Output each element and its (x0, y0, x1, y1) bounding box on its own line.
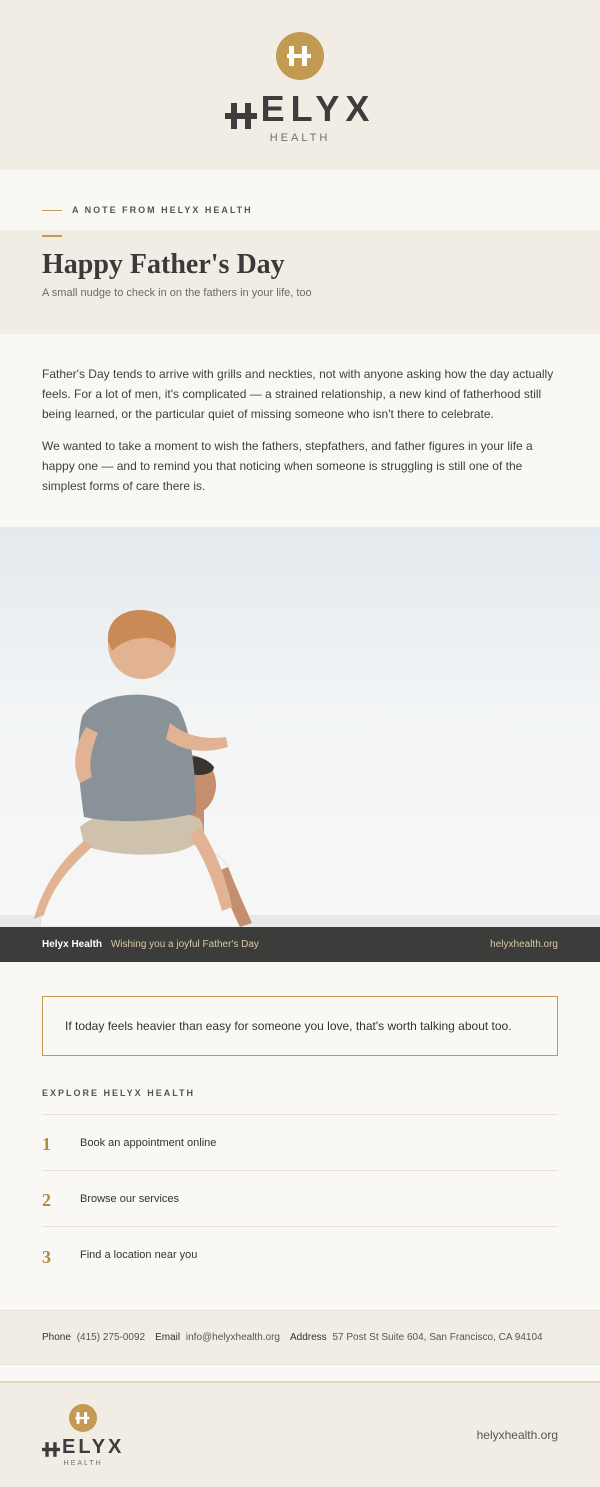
caption-tagline: Wishing you a joyful Father's Day (110, 939, 259, 950)
contact-email-link[interactable]: info@helyxhealth.org (185, 1332, 280, 1343)
footer-logo[interactable] (42, 1404, 124, 1467)
footer (0, 1381, 600, 1487)
contact-address (290, 1332, 543, 1343)
body-paragraph-1: Father's Day tends to arrive with grills and neckties, not with anyone asking how the day actually feels. For a lot of men, it's complicated — a strained relationship, a new kind of fatherhood still being learned, or the particular quiet of missing someone who isn't there to celebrate. (42, 367, 554, 421)
logo-mark-icon (276, 32, 324, 80)
contact-phone (42, 1332, 145, 1343)
header (0, 0, 600, 170)
hero-image (0, 527, 600, 927)
explore-section (0, 1056, 600, 1283)
contact-address-value: 57 Post St Suite 604, San Francisco, CA 94104 (332, 1332, 543, 1343)
callout-wrap (0, 962, 600, 1056)
footer-wordmark (42, 1436, 124, 1459)
contact-email (155, 1332, 280, 1343)
footer-url-link[interactable]: helyxhealth.org (476, 1428, 558, 1442)
explore-item-number: 2 (42, 1190, 51, 1210)
body-copy (0, 334, 600, 527)
page-title: Happy Father's Day (42, 249, 285, 280)
title-rule (42, 235, 62, 237)
footer-subword: HEALTH (63, 1459, 103, 1467)
footer-h-glyph-icon (42, 1440, 60, 1455)
logo-h-glyph-icon (225, 96, 257, 122)
logo-subword: HEALTH (269, 132, 331, 144)
caption-bar (0, 927, 600, 962)
kicker (0, 170, 600, 230)
explore-item-label: Book an appointment online (80, 1136, 217, 1149)
explore-item-location[interactable] (42, 1227, 558, 1283)
contact-bar (0, 1310, 600, 1365)
caption-url-link[interactable]: helyxhealth.org (490, 939, 558, 950)
logo-wordmark-rest: ELYX (260, 88, 376, 129)
kicker-rule (42, 210, 62, 211)
hero-photo-illustration (0, 527, 600, 927)
explore-list (42, 1114, 558, 1283)
explore-heading: EXPLORE HELYX HEALTH (42, 1088, 196, 1098)
caption-left (42, 939, 259, 950)
explore-item-label: Find a location near you (80, 1249, 198, 1261)
contact-phone-label: Phone (42, 1332, 71, 1343)
contact-phone-link[interactable]: (415) 275-0092 (76, 1332, 146, 1343)
footer-wordmark-rest: ELYX (62, 1435, 125, 1458)
kicker-text: A NOTE FROM HELYX HEALTH (72, 205, 253, 215)
explore-item-number: 3 (42, 1246, 51, 1267)
page-subtitle: A small nudge to check in on the fathers in your life, too (42, 287, 312, 299)
title-band (0, 230, 600, 334)
callout-box: If today feels heavier than easy for someone you love, that's worth talking about too. (42, 996, 558, 1056)
contact-email-label: Email (155, 1332, 181, 1343)
explore-item-appointment[interactable] (42, 1115, 558, 1171)
explore-item-services[interactable] (42, 1171, 558, 1227)
footer-logo-mark-icon (69, 1404, 97, 1432)
explore-item-label: Browse our services (80, 1192, 180, 1205)
caption-brand: Helyx Health (42, 939, 103, 950)
body-paragraph-2: We wanted to take a moment to wish the fathers, stepfathers, and father figures in your life a happy one — and to remind you that noticing when someone is struggling is still one of the simplest forms of care there is. (42, 439, 533, 493)
logo-wordmark[interactable] (225, 88, 376, 130)
contact-address-label: Address (290, 1332, 327, 1343)
explore-item-number: 1 (42, 1134, 51, 1154)
